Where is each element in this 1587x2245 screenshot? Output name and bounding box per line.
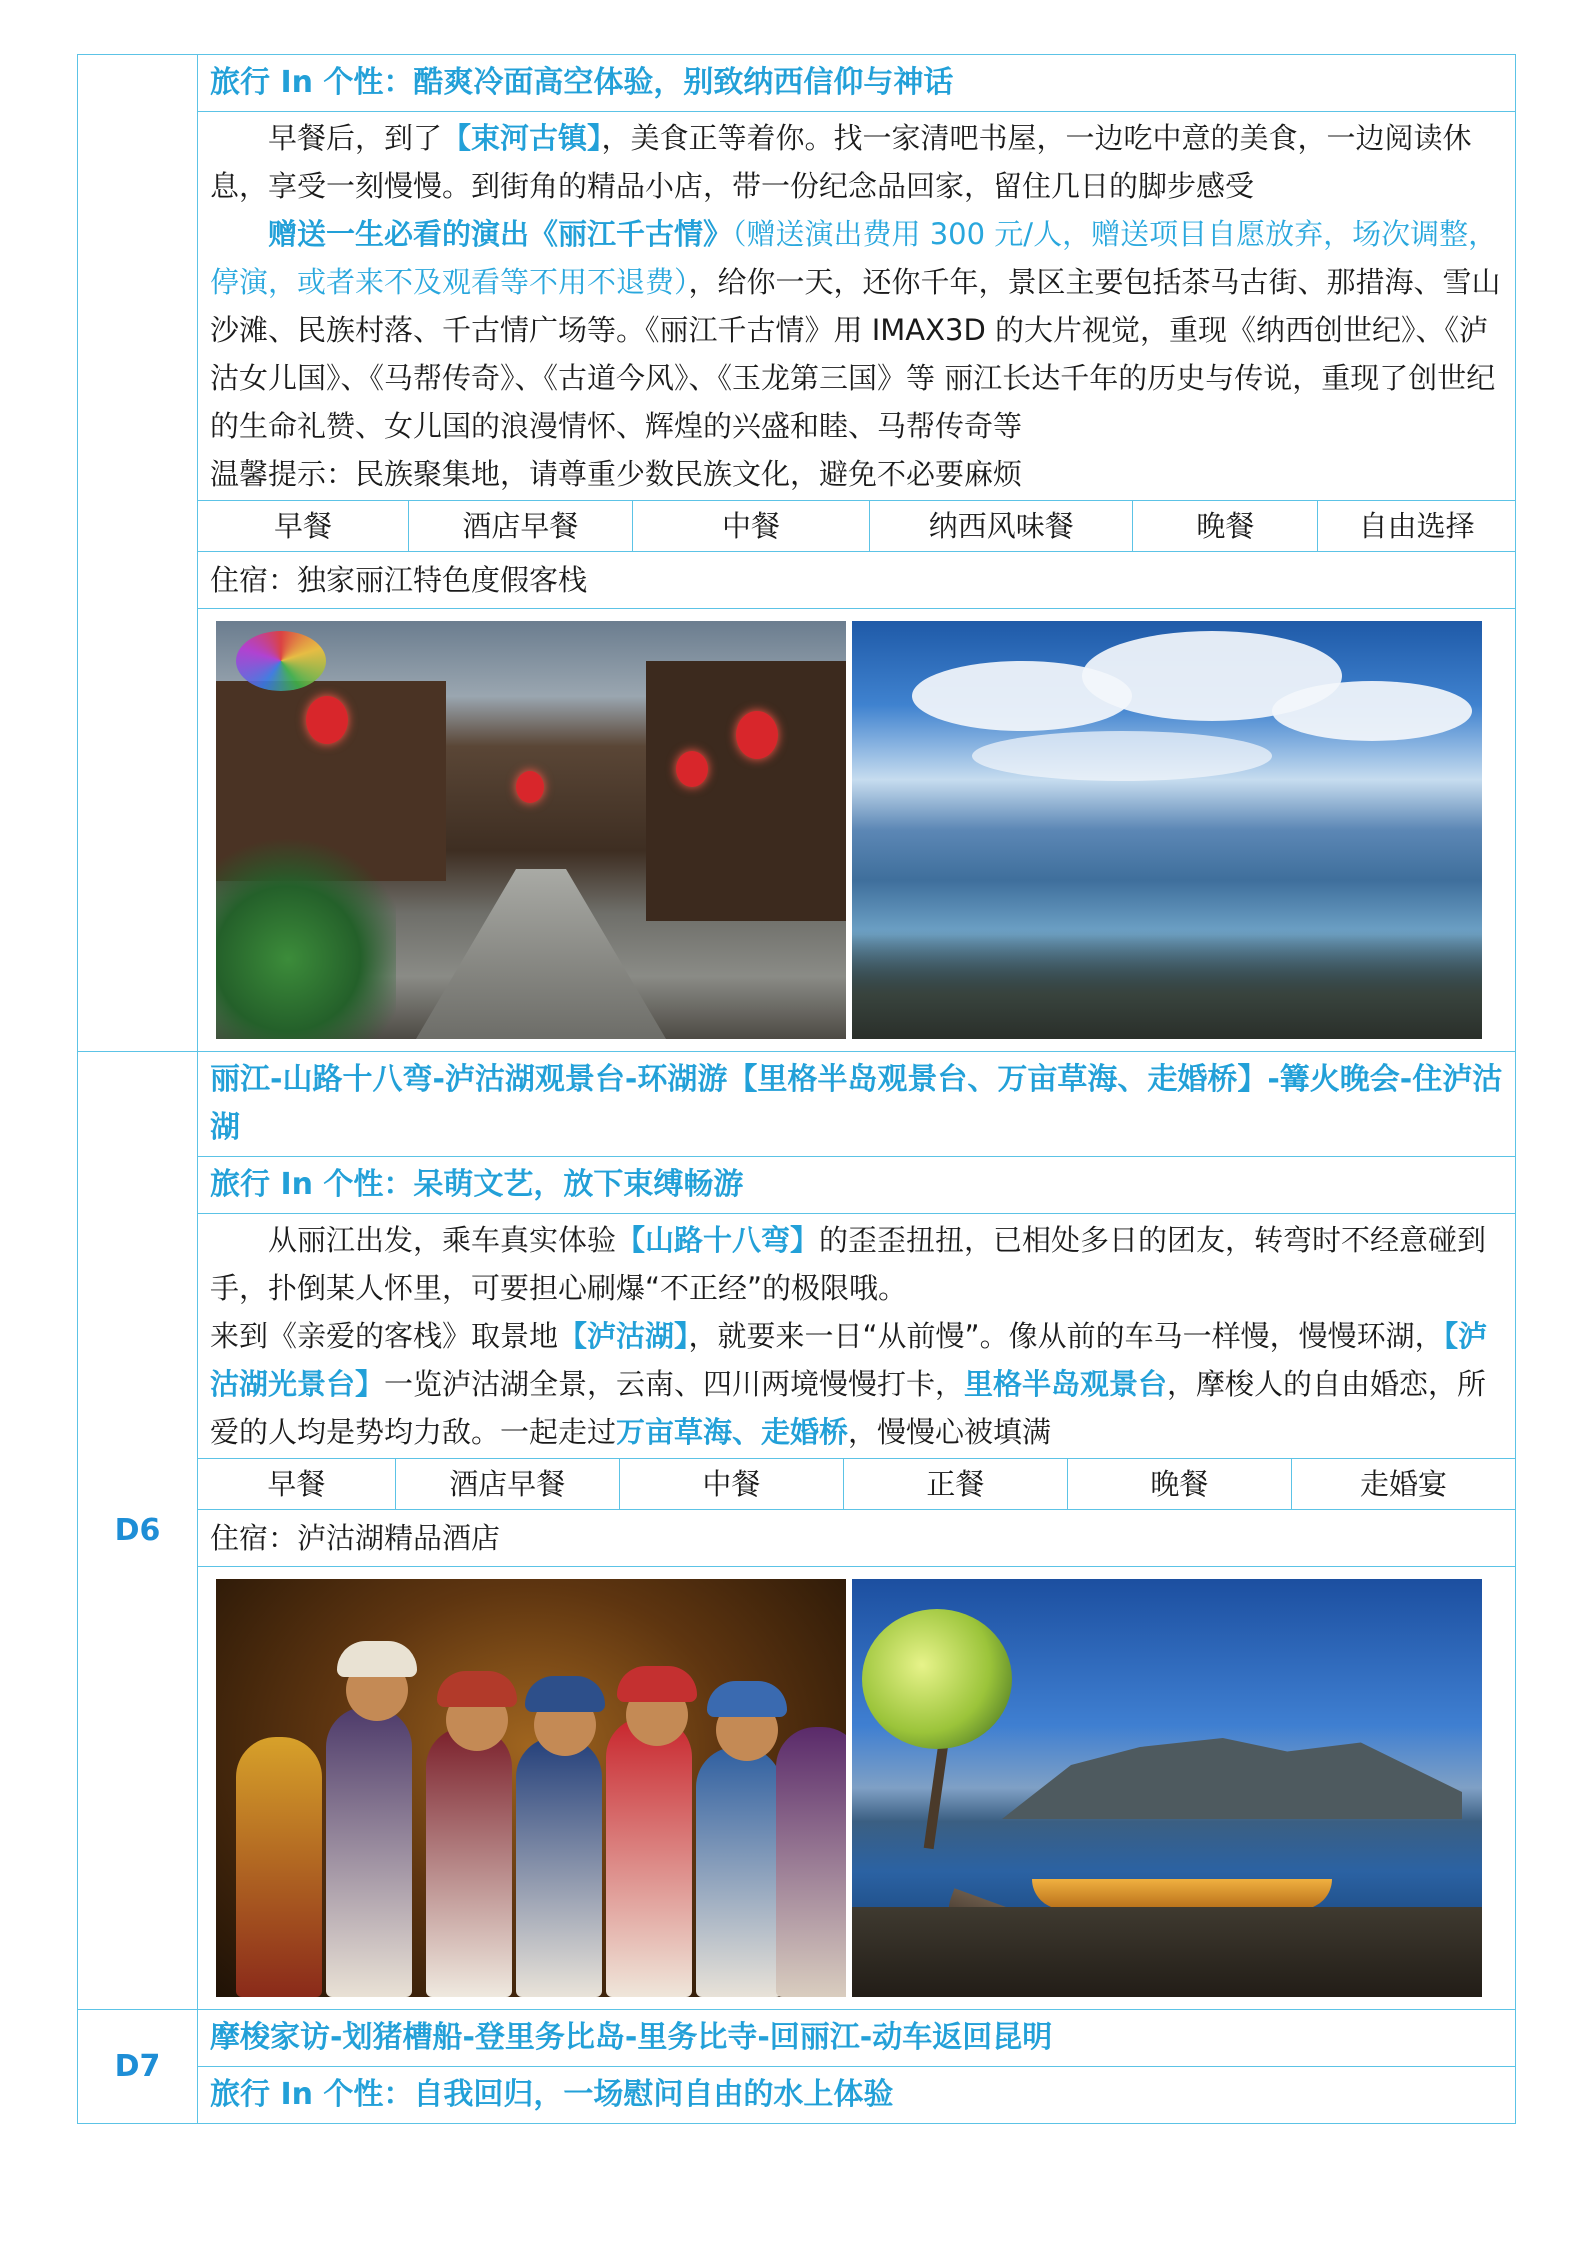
day6-photos — [198, 1567, 1515, 2009]
meal-value-dinner: 自由选择 — [1358, 509, 1475, 543]
meal-value-breakfast: 酒店早餐 — [395, 1459, 619, 1509]
meal-label-dinner: 晚餐 — [1133, 501, 1318, 551]
day5-paragraph-2: 赠送一生必看的演出《丽江千古情》（赠送演出费用 300 元/人，赠送项目自愿放弃，场次调整，停演，或者来不及观看等不用不退费），给你一天，还你千年，景区主要包括茶马古街、那措海、雪山沙滩、民族村落、千古情广场等。《丽江千古情》用 IMAX3D 的大片视觉，重现《纳西创世纪》、《泸沽女儿国》、《马帮传奇》、《古道今风》、《玉龙第三国》等 丽江长达千年的历史与传说，重现了创世纪的生命礼赞、女儿国的浪漫情怀、辉煌的兴盛和睦、马帮传奇等 — [210, 217, 1501, 443]
day7-subtitle: 旅行 In 个性：自我回归，一场慰问自由的水上体验 — [210, 2077, 894, 2112]
day6-paragraph-1: 从丽江出发，乘车真实体验【山路十八弯】的歪歪扭扭，已相处多日的团友，转弯时不经意碰到手，扑倒某人怀里，可要担心刷爆“不正经”的极限哦。 — [210, 1223, 1487, 1305]
lugu-lake-boat-photo — [852, 1579, 1482, 1997]
day5-photos — [198, 609, 1515, 1051]
itinerary-table — [77, 54, 1516, 2124]
day6-subtitle: 旅行 In 个性：呆萌文艺，放下束缚畅游 — [198, 1157, 1515, 1214]
meal-label-breakfast: 早餐 — [198, 501, 408, 551]
highlight-grassland: 万亩草海、走婚桥 — [616, 1415, 849, 1449]
day6-route: 丽江-山路十八弯-泸沽湖观景台-环湖游【里格半岛观景台、万亩草海、走婚桥】-篝火晚会-住泸沽湖 — [198, 1052, 1515, 1157]
itinerary-page — [77, 54, 1516, 2124]
day6-hotel: 住宿：泸沽湖精品酒店 — [198, 1510, 1515, 1567]
meals-table — [198, 1459, 1515, 1509]
warm-tip: 温馨提示：民族聚集地，请尊重少数民族文化，避免不必要麻烦 — [210, 457, 1023, 491]
day6-paragraph-2: 来到《亲爱的客栈》取景地【泸沽湖】，就要来一日“从前慢”。像从前的车马一样慢，慢慢环湖，【泸沽湖光景台】一览泸沽湖全景，云南、四川两境慢慢打卡，里格半岛观景台，摩梭人的自由婚恋，所爱的人均是势均力敌。一起走过万亩草海、走婚桥，慢慢心被填满 — [210, 1319, 1488, 1449]
subtitle-text: 酷爽冷面高空体验，别致纳西信仰与神话 — [413, 65, 954, 100]
day7-label: D7 — [78, 2010, 198, 2124]
meal-label-lunch: 中餐 — [632, 501, 869, 551]
meal-value-lunch: 正餐 — [843, 1459, 1067, 1509]
day5-label-cell — [78, 55, 198, 1052]
day5-subtitle — [198, 55, 1515, 112]
subtitle-prefix: 旅行 In 个性： — [210, 65, 414, 100]
day6-content-cell — [198, 1052, 1516, 2010]
day5-paragraph-1: 早餐后，到了【束河古镇】，美食正等着你。找一家清吧书屋，一边吃中意的美食，一边阅读休息，享受一刻慢慢。到街角的精品小店，带一份纪念品回家，留住几日的脚步感受 — [210, 121, 1472, 203]
day5-row — [78, 55, 1516, 1052]
highlight-lige: 里格半岛观景台 — [964, 1367, 1168, 1401]
day7-content-cell — [198, 2010, 1516, 2124]
old-town-street-photo — [216, 621, 846, 1039]
day5-content-cell — [198, 55, 1516, 1052]
meal-label-dinner: 晚餐 — [1067, 1459, 1291, 1509]
day5-meals — [198, 501, 1515, 552]
day6-meals — [198, 1459, 1515, 1510]
day5-hotel: 住宿：独家丽江特色度假客栈 — [198, 552, 1515, 609]
meals-table — [198, 501, 1515, 551]
mosuo-women-photo — [216, 1579, 846, 1997]
meal-label-lunch: 中餐 — [619, 1459, 843, 1509]
meal-value-lunch: 纳西风味餐 — [870, 501, 1133, 551]
day5-description — [198, 112, 1515, 501]
meal-value-dinner: 走婚宴 — [1359, 1467, 1447, 1501]
highlight-18-bends: 【山路十八弯】 — [616, 1223, 820, 1257]
highlight-lugu-lake: 【泸沽湖】 — [558, 1319, 689, 1353]
highlight-viewpoint: 【泸沽湖光景台】 — [210, 1319, 1488, 1401]
day6-row — [78, 1052, 1516, 2010]
show-note: （赠送演出费用 300 元/人，赠送项目自愿放弃，场次调整，停演，或者来不及观看等不用不退费） — [210, 217, 1498, 299]
highlight-show: 赠送一生必看的演出《丽江千古情》 — [268, 217, 733, 251]
highlight-shuhe: 【束河古镇】 — [442, 121, 602, 155]
meal-value-breakfast: 酒店早餐 — [408, 501, 632, 551]
day7-row — [78, 2010, 1516, 2124]
day6-description — [198, 1214, 1515, 1459]
day6-label: D6 — [78, 1052, 198, 2010]
day7-route: 摩梭家访-划猪槽船-登里务比岛-里务比寺-回丽江-动车返回昆明 — [198, 2010, 1515, 2067]
lake-shore-photo — [852, 621, 1482, 1039]
meal-label-breakfast: 早餐 — [198, 1459, 395, 1509]
